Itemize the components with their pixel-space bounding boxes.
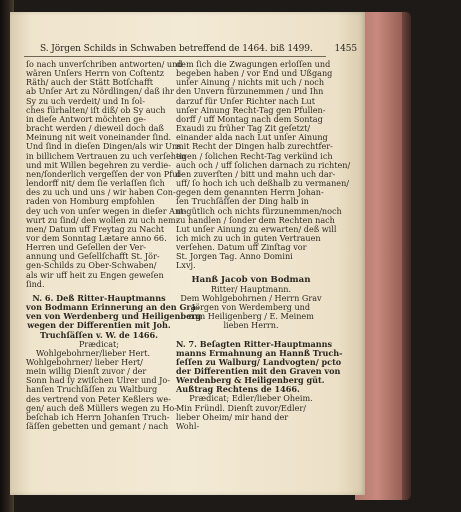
letter-text-line: mein willig Dienſt zuvor / der: [26, 366, 147, 377]
section-heading-line: manns Ermahnung an Hannß Truch-: [176, 347, 343, 358]
body-text-line: lendorff nit/ dem ſie verlaſſen ſich: [26, 178, 165, 189]
body-text-line: wären Unſers Herrn von Coſtentz: [26, 68, 165, 79]
letter-text-line: lieber Oheim/ mir hand der: [176, 411, 289, 422]
body-text-line: unſer Ainung Recht-Tag gen Pfullen-: [176, 104, 326, 115]
body-text-line: in billichem Vertrauen zu uch verſehen: [26, 150, 187, 161]
body-text-line: den zuverſten / bitt und mahn uch dar-: [176, 168, 336, 179]
header-title: S. Jörgen Schilds in Schwaben betreffend de 1464. biß 1499.: [40, 44, 313, 54]
addressee-line: lieben Herrn.: [223, 320, 279, 331]
body-text-line: men/ Datum uff Freytag zu Nacht: [26, 223, 165, 234]
body-text-line: nen/ſonderlich vergeſſen der von Pful-: [26, 168, 183, 179]
body-text-line: ungütlich och nichts fürzunemmen/noch: [176, 205, 342, 216]
body-text-line: mit Recht der Dingen halb zurechtfer-: [176, 141, 333, 152]
body-text-line: den Unvern fürzunemmen / und Ihn: [176, 86, 324, 97]
section-heading-line: von Bodmann Erinnerung an den Gra-: [26, 302, 200, 313]
body-text-line: einander alda nach Lut unſer Ainung: [176, 132, 328, 143]
body-text-line: ich mich zu uch in guten Vertrauen: [176, 232, 321, 243]
body-text-line: St. Jorgen Tag. Anno Domini: [176, 251, 293, 262]
body-text-line: dem ſich die Zwagungen erloſſen und: [176, 59, 331, 69]
body-text-line: Exaudi zu früher Tag Zit geſetzt/: [176, 123, 311, 134]
body-text-line: wurt zu ſind/ den wollen zu uch nem-: [26, 214, 179, 225]
body-text-line: dey uch von unſer wegen in dieſer Ant-: [26, 205, 187, 216]
body-text-line: Lut unſer Ainung zu erwarten/ deß will: [176, 223, 337, 234]
signature-name: Hanß Jacob von Bodman: [191, 274, 311, 285]
body-text-line: Meinung nit weit voneinander ſind.: [26, 132, 172, 143]
body-text-line: verſehen. Datum uff Zinſtag vor: [176, 242, 307, 253]
body-text-line: Räth/ auch der Stätt Botſchafft: [26, 77, 153, 88]
section-heading-line: der Differentien mit den Graven von: [176, 366, 341, 376]
letter-text-line: ſäſſen gebetten und gemant / nach: [26, 421, 169, 432]
body-text-line: gegen dem genannten Herrn Johan-: [176, 187, 324, 198]
header-rule: [24, 56, 326, 57]
body-text-line: bracht werden / dieweil doch daß: [26, 123, 164, 134]
body-text-line: raden von Homburg empfohlen: [26, 196, 155, 207]
addressee-line: Jörgen von Werdemberg und: [191, 302, 311, 313]
addressee-line: zum Heiligenberg / E. Meinem: [188, 311, 314, 322]
section-heading-line: Außtrag Rechtens de 1466.: [176, 384, 300, 395]
salutation: Wohlgebohrner/lieber Hert.: [36, 347, 151, 358]
section-heading-line: ven von Werdenberg und Heiligenberg: [26, 311, 202, 322]
section-heading-line: N. 6. Deß Ritter-Hauptmanns: [32, 292, 166, 303]
cover-edge-shadow: [402, 12, 411, 500]
running-header: [40, 44, 357, 54]
body-text-line: darzuf für Unſer Richter nach Lut: [176, 95, 315, 106]
body-text-line: ſen Truchſäſſen der Ding halb in: [176, 196, 309, 207]
body-text-line: Herren und Geſellen der Ver-: [26, 242, 147, 253]
body-text-line: ab Unſer Art zu Nördlingen/ daß ihr: [26, 86, 174, 97]
body-text-line: tigen / ſolichen Recht-Tag verkünd ich: [176, 150, 333, 161]
body-text-line: Und ſind in dieſen Dingen/als wir Uns: [26, 141, 182, 152]
letter-text-line: Wohlgebohrner/ lieber Hert/: [26, 357, 143, 367]
letter-text-line: Min Fründl. Dienſt zuvor/Edler/: [176, 402, 306, 413]
letter-text-line: des vertrend von Peter Keßlers we-: [26, 393, 171, 404]
body-text-line: und mit Willen begehren zu verdie-: [26, 159, 171, 170]
praedicat-label: Prædicat; Edler/lieber Oheim.: [189, 393, 313, 404]
letter-text-line: beſchab ich Herrn Johanſen Truch-: [26, 411, 170, 422]
body-text-line: auch och / uff ſolichen darnach zu richten/: [176, 159, 351, 170]
body-text-line: als wir uff heit zu Engen geweſen: [26, 269, 164, 280]
right-column: [176, 59, 351, 431]
letter-text-line: Sonn had ſy zwiſchen Ulrer und Jo-: [26, 375, 170, 386]
letter-text-line: Wohl-: [176, 420, 200, 431]
section-heading-line: wegen der Differentien mit Joh.: [27, 320, 171, 331]
letter-text-line: gen/ auch deß Müllers wegen zu Ho-: [26, 402, 178, 413]
body-text-line: ſo nach unverſchriben antworten/ und: [26, 59, 183, 69]
body-text-line: gen-Schilds zu Ober-Schwaben/: [26, 260, 157, 271]
body-text-line: zu handlen / ſonder dem Rechten nach: [176, 214, 335, 225]
body-text-line: uff/ ſo hoch ich uch deßhalb zu vermanen/: [176, 178, 350, 189]
body-text-line: dorff / uff Montag nach dem Sontag: [176, 113, 323, 124]
body-text-line: in dieſe Antwort möchten ge-: [26, 113, 146, 124]
addressee-line: Dem Wohlgebohrnen / Herrn Grav: [180, 292, 322, 303]
letter-text-line: hanſen Truchſäſſen zu Waltburg: [26, 384, 158, 395]
body-text-line: unſer Ainung / nichts mit uch / noch: [176, 77, 325, 88]
page-number: 1455: [334, 44, 357, 54]
praedicat-label: Prædicat;: [78, 338, 120, 349]
body-text-line: vor dem Sonntag Lætare anno 66.: [26, 232, 167, 243]
body-text-line: ſind.: [26, 278, 45, 289]
signature-title: Ritter/ Hauptmann.: [210, 283, 292, 294]
section-heading-line: Truchſäſſen v. W. de 1466.: [40, 329, 158, 340]
body-text-line: begeben haben / vor End und Ußgang: [176, 68, 333, 79]
body-text-line: des zu uch und uns / wir haben Con-: [26, 187, 176, 198]
section-heading-line: ſeſſen zu Walburg/ Landvogten/ pcto: [176, 356, 342, 367]
body-text-line: annung und Geſellſchafft St. Jör-: [26, 251, 160, 262]
body-text-line: ches fürhalten/ iſt diß/ ob Sy auch: [26, 104, 166, 115]
body-text-line: Sy zu uch verdeit/ und In ſol-: [26, 95, 145, 106]
section-heading-line: N. 7. Beſagten Ritter-Hauptmanns: [176, 338, 333, 349]
section-heading-line: Werdenberg & Heiligenberg güt.: [176, 375, 325, 386]
body-text-line: Lxvj.: [176, 260, 196, 271]
